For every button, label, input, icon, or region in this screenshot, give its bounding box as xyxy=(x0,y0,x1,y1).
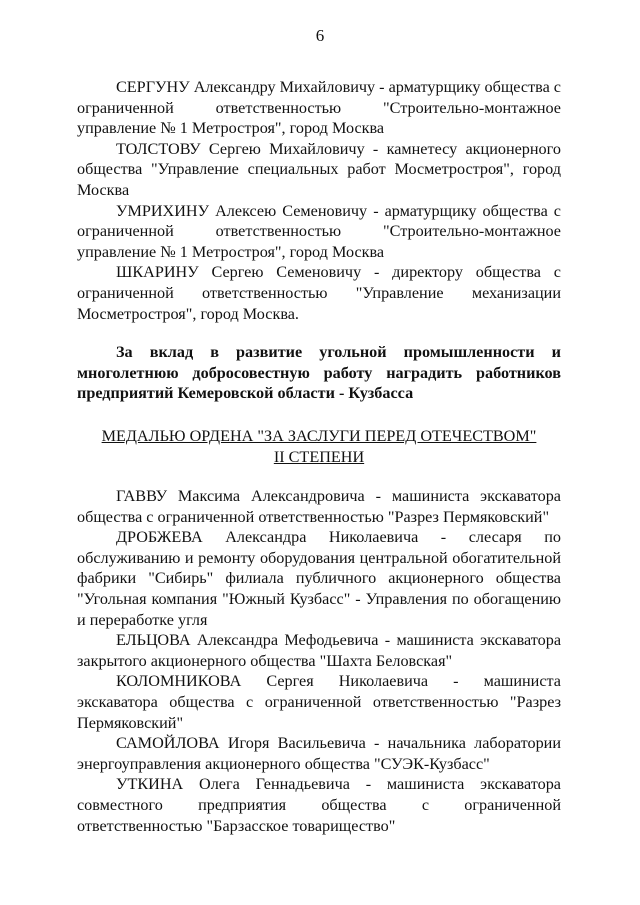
recipient-entry: КОЛОМНИКОВА Сергея Николаевича - машиниста экскаватора общества с ограниченной ответственностью "Разрез Пермяковский" xyxy=(77,672,561,732)
recipients-list-bottom xyxy=(77,486,561,836)
recipients-list-top xyxy=(77,77,561,324)
page-number: 6 xyxy=(315,26,325,45)
recipient-entry: ТОЛСТОВУ Сергею Михайловичу - камнетесу акционерного общества "Управление специальных работ Мосметростроя", город Москва xyxy=(77,139,561,199)
recipient-entry: ШКАРИНУ Сергею Семеновичу - директору общества с ограниченной ответственностью "Управление механизации Мосметростроя", город Москва. xyxy=(77,263,561,323)
award-title-line-2: II СТЕПЕНИ xyxy=(273,447,365,466)
recipient-entry: ГАВВУ Максима Александровича - машиниста экскаватора общества с ограниченной ответственностью "Разрез Пермяковский" xyxy=(77,487,561,526)
recipient-entry: УМРИХИНУ Алексею Семеновичу - арматурщику общества с ограниченной ответственностью "Строительно-монтажное управление № 1 Метростроя", город Москва xyxy=(77,201,561,261)
decree-section xyxy=(77,342,561,404)
recipient-entry: САМОЙЛОВА Игоря Васильевича - начальника лаборатории энергоуправления акционерного общества "СУЭК-Кузбасс" xyxy=(77,734,561,773)
decree-heading: За вклад в развитие угольной промышленности и многолетнюю добросовестную работу наградить работников предприятий Кемеровской области - Кузбасса xyxy=(77,343,561,403)
recipient-entry: УТКИНА Олега Геннадьевича - машиниста экскаватора совместного предприятия общества с ограниченной ответственностью "Барзасское товарищество" xyxy=(77,775,561,835)
recipient-entry: СЕРГУНУ Александру Михайловичу - арматурщику общества с ограниченной ответственностью "Строительно-монтажное управление № 1 Метростроя", город Москва xyxy=(77,78,561,138)
recipient-entry: ДРОБЖЕВА Александра Николаевича - слесаря по обслуживанию и ремонту оборудования центральной обогатительной фабрики "Сибирь" филиала публичного акционерного общества "Угольная компания "Южный Кузбасс" - Управления по обогащению и переработке угля xyxy=(77,528,561,629)
award-title-line-1: МЕДАЛЬЮ ОРДЕНА "ЗА ЗАСЛУГИ ПЕРЕД ОТЕЧЕСТВОМ" xyxy=(101,427,537,445)
award-title xyxy=(77,426,561,468)
recipient-entry: ЕЛЬЦОВА Александра Мефодьевича - машиниста экскаватора закрытого акционерного общества "Шахта Беловская" xyxy=(77,631,561,670)
